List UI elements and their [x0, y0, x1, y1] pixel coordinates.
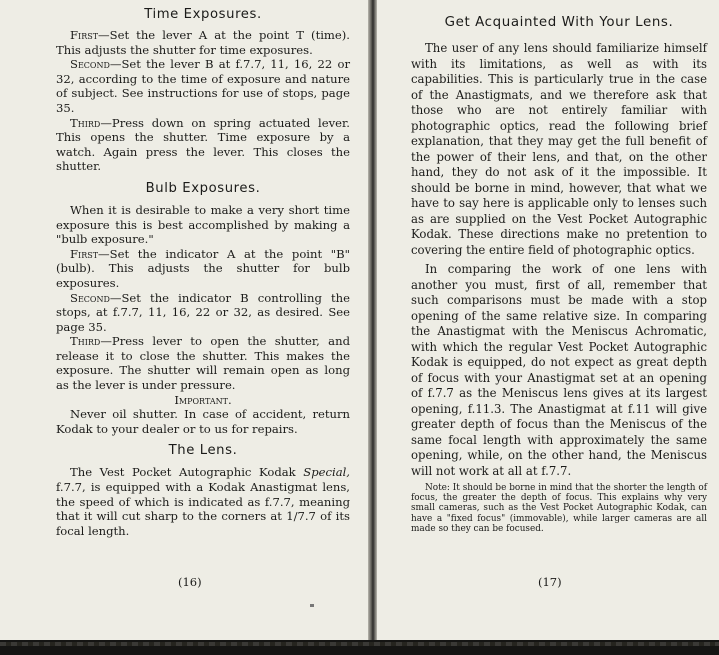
left-page-number: (16): [178, 575, 202, 589]
step-text: —Press down on spring actuated lever. This opens the shutter. Time exposure by a watch. Again press the lever. This closes the shutter.: [56, 115, 350, 174]
lens-text-special: Special,: [303, 465, 350, 480]
page-mark: [310, 604, 314, 607]
step-label: Second: [70, 57, 110, 72]
heading-get-acquainted: Get Acquainted With Your Lens.: [444, 15, 674, 30]
lens-text-a: The Vest Pocket Autographic Kodak: [70, 465, 304, 480]
lens-description: [56, 465, 350, 538]
paragraph-comparing: In comparing the work of one lens with another you must, first of all, remember that such comparisons must be made with a stop opening of the same relative size. In comparing the Anastigmat with the Meniscus Achromatic, with which the regular Vest Pocket Autographic Kodak is equipped, do not expect as great depth of focus with your Anastigmat set at an opening of f.7.7 as the Meniscus lens gives at its largest opening, f.11.3. The Anastigmat at f.11 will give greater depth of focus than the Meniscus of the same focal length with approximately the same opening, while, on the other hand, the Meniscus will not work at all at f.7.7.: [411, 262, 707, 478]
book-bottom-edge: [0, 640, 719, 655]
time-step-first: [56, 28, 350, 57]
step-label: First: [70, 28, 99, 42]
heading-bulb-exposures: Bulb Exposures.: [145, 180, 261, 196]
right-page-number: (17): [538, 575, 562, 589]
step-label: Third: [70, 334, 101, 349]
bulb-step-second: [56, 291, 350, 335]
important-label: Important.: [174, 392, 232, 407]
step-label: Third: [70, 115, 101, 130]
step-text: —Set the indicator B controlling the stops, at f.7.7, 11, 16, 22 or 32, as desired. See page 35.: [56, 290, 350, 334]
step-text: —Set the indicator A at the point "B" (bulb). This adjusts the shutter for bulb exposures.: [56, 246, 350, 290]
book-gutter: [368, 0, 377, 640]
right-page: [373, 0, 719, 640]
important-text: Never oil shutter. In case of accident, return Kodak to your dealer or to us for repairs.: [56, 407, 350, 436]
step-text: —Press lever to open the shutter, and release it to close the shutter. This makes the exposure. The shutter will remain open as long as the lever is under pressure.: [56, 334, 350, 393]
bulb-step-third: [56, 334, 350, 392]
note-depth-of-focus: Note: It should be borne in mind that the shorter the length of focus, the greater the depth of focus. This explains why very small cameras, such as the Vest Pocket Autographic Kodak, can have a "fixed focus" (immovable), while larger cameras are all made so they can be focused.: [411, 483, 707, 534]
step-text: —Set the lever A at the point T (time). This adjusts the shutter for time exposures.: [56, 28, 350, 57]
time-step-second: [56, 57, 350, 115]
bulb-intro: When it is desirable to make a very short time exposure this is best accomplished by making a "bulb exposure.": [56, 202, 350, 247]
step-label: First: [70, 246, 99, 261]
lens-text-b: f.7.7, is equipped with a Kodak Anastigmat lens, the speed of which is indicated as f.7.7, meaning that it will cut sharp to the corners at 1/7.7 of its focal length.: [56, 480, 350, 538]
bulb-step-first: [56, 247, 350, 291]
time-step-third: [56, 116, 350, 174]
step-label: Second: [70, 290, 110, 305]
step-text: —Set the lever B at f.7.7, 11, 16, 22 or 32, according to the time of exposure and nature of subject. See instructions for use of stops, page 35.: [56, 57, 350, 115]
heading-time-exposures: Time Exposures.: [144, 7, 262, 22]
paragraph-limitations: The user of any lens should familiarize himself with its limitations, as well as with its capabilities. This is particularly true in the case of the Anastigmats, and we therefore ask that those who are not entirely familiar with photographic optics, read the following brief explanation, that they may get the full benefit of the power of their lens, and that, on the other hand, they do not ask of it the impossible. It should be borne in mind, however, that what we have to say here is applicable only to lenses such as are supplied on the Vest Pocket Autographic Kodak. These directions make no pretention to covering the entire field of photographic optics.: [411, 41, 707, 257]
heading-the-lens: The Lens.: [168, 443, 238, 459]
